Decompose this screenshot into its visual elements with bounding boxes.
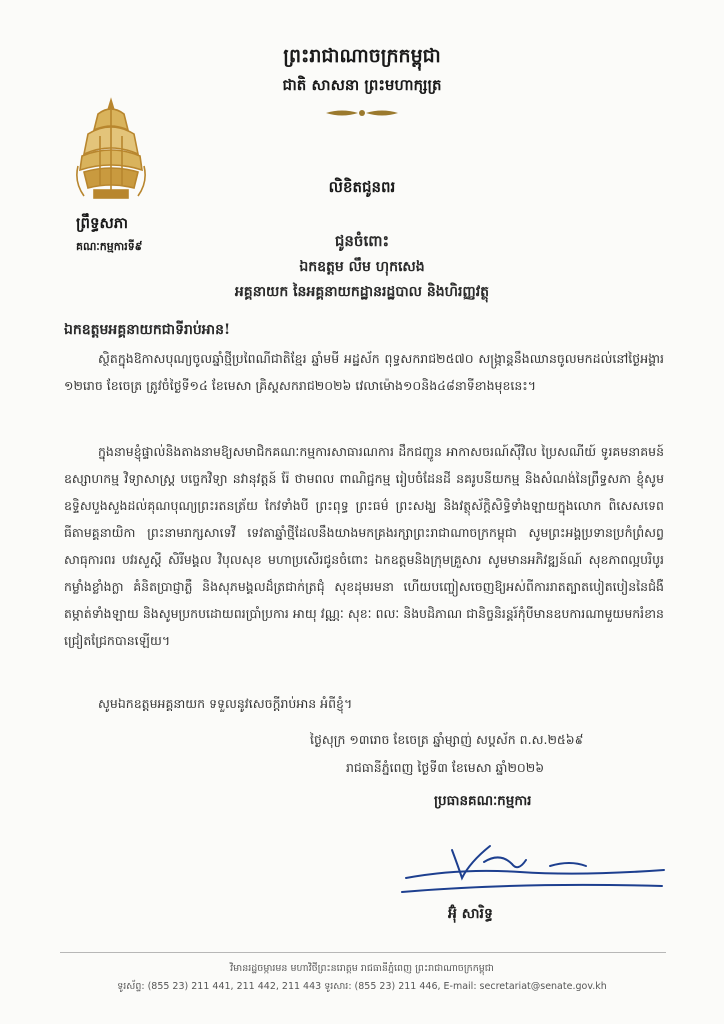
handwritten-signature [400,832,670,902]
paragraph-text: សូមឯកឧត្តមអគ្គនាយក ទទួលនូវសេចក្តីរាប់អាន អំពីខ្ញុំ។ [98,696,353,711]
paragraph-text: ស្ថិតក្នុងឱកាសបុណ្យចូលឆ្នាំថ្មីប្រពៃណីជាតិខ្មែរ ឆ្នាំមមី អដ្ឋស័ក ពុទ្ធសករាជ២៥៧០ សង្ក្រាន្តនឹងឈានចូលមកដល់នៅថ្ងៃអង្គារ ១២រោច ខែចេត្រ ត្រូវចំថ្ងៃទី១៤ ខែមេសា គ្រិស្តសករាជ២០២៦ វេលាម៉ោង១០និង៤៨នាទីខាងមុខនេះ។ [64,351,664,393]
body-paragraph-1 [64,345,664,399]
document-title: លិខិតជូនពរ [328,178,396,196]
footer-contact: ទូរស័ព្ទ: (855 23) 211 441, 211 442, 211 443 ទូរសារ: (855 23) 211 446, E-mail: secretariat@senate.gov.kh [117,981,607,992]
lunar-date: ថ្ងៃសុក្រ ១៣រោច ខែចេត្រ ឆ្នាំម្សាញ់ សប្តស័ក ព.ស.២៥៦៩ [310,732,584,747]
signer-title: ប្រធានគណៈកម្មការ [434,793,532,809]
national-motto: ជាតិ សាសនា ព្រះមហាក្សត្រ [282,76,442,94]
footer-divider [60,952,666,953]
recipient-office: អគ្គនាយក នៃអគ្គនាយកដ្ឋានរដ្ឋបាល និងហិរញ្ញវត្ថុ [234,284,490,300]
solar-date: រាជធានីភ្នំពេញ ថ្ងៃទី៣ ខែមេសា ឆ្នាំ២០២៦ [346,760,545,775]
body-paragraph-2 [64,438,664,654]
kingdom-heading: ព្រះរាជាណាចក្រកម្ពុជា [283,45,441,67]
paragraph-text: ក្នុងនាមខ្ញុំផ្ទាល់និងតាងនាមឱ្យសមាជិកគណៈកម្មការសាធារណការ ដឹកជញ្ជូន អាកាសចរណ៍ស៊ីវិល ប្រៃសណីយ៍ ទូរគមនាគមន៍ ឧស្សាហកម្ម វិទ្យាសាស្ត្រ បច្ចេកវិទ្យា នវានុវត្តន៍ រ៉ែ ថាមពល ពាណិជ្ជកម្ម រៀបចំដែនដី នគរូបនីយកម្ម និងសំណង់នៃព្រឹទ្ធសភា ខ្ញុំសូមឧទ្ទិសបួងសួងដល់គុណបុណ្យព្រះរតនត្រ័យ កែវទាំងបី ព្រះពុទ្ធ ព្រះធម៌ ព្រះសង្ឃ និងវត្ថុស័ក្តិសិទ្ធិទាំងឡាយក្នុងលោក ពិសេសទេពធីតាមគ្គនាយិកា ព្រះនាមរាក្សសាទេវី ទេវតាឆ្នាំថ្មីដែលនឹងយាងមកគ្រងរក្សាព្រះរាជាណាចក្រកម្ពុជា សូមព្រះអង្គប្រទានប្រកំព្រំសព្វសាធុការពរ បវរសួស្តី សិរីមង្គល វិបុលសុខ មហាប្រសើរជូនចំពោះ ឯកឧត្តមនិងក្រុមគ្រួសារ សូមមានអភិវឌ្ឍន៍ណ៍ សុខភាពល្អបរិបូរ កម្លាំងខ្លាំងក្លា គំនិតប្រាជ្ញាភ្លឺ និងសុភមង្គលដ៏ត្រជាក់ត្រជុំ សុខដុមរមនា ហើយបញ្ចៀសចេញឱ្យអស់ពីការរាតត្បាតបៀតបៀននៃជំងឺតម្កាត់ទាំងឡាយ និងសូមប្រកបដោយពរប្រាំប្រការ អាយុ វណ្ណៈ សុខៈ ពលៈ និងបដិភាណ ជានិច្ចនិរន្តរ៍កុំបីមានឧបការណាមួយមករំខានជ្រៀតជ្រែកបានឡើយ។ [64,444,664,648]
signer-name: អ៊ុំ សារិទ្ធ [448,906,493,922]
institution-name: ព្រឹទ្ធសភា [76,214,129,232]
salutation: ឯកឧត្តមអគ្គនាយកជាទីរាប់អាន! [64,322,231,338]
committee-name: គណៈកម្មការទី៩ [76,240,143,253]
recipient-label: ជូនចំពោះ [334,232,390,250]
ornament-divider-icon [322,106,402,120]
footer-address: វិមានរដ្ឋចម្ការមន មហាវិថីព្រះនរោត្តម រាជធានីភ្នំពេញ ព្រះរាជាណាចក្រកម្ពុជា [230,963,494,974]
recipient-name: ឯកឧត្តម លឹម ហុកសេង [299,259,425,275]
body-paragraph-3 [64,690,664,717]
